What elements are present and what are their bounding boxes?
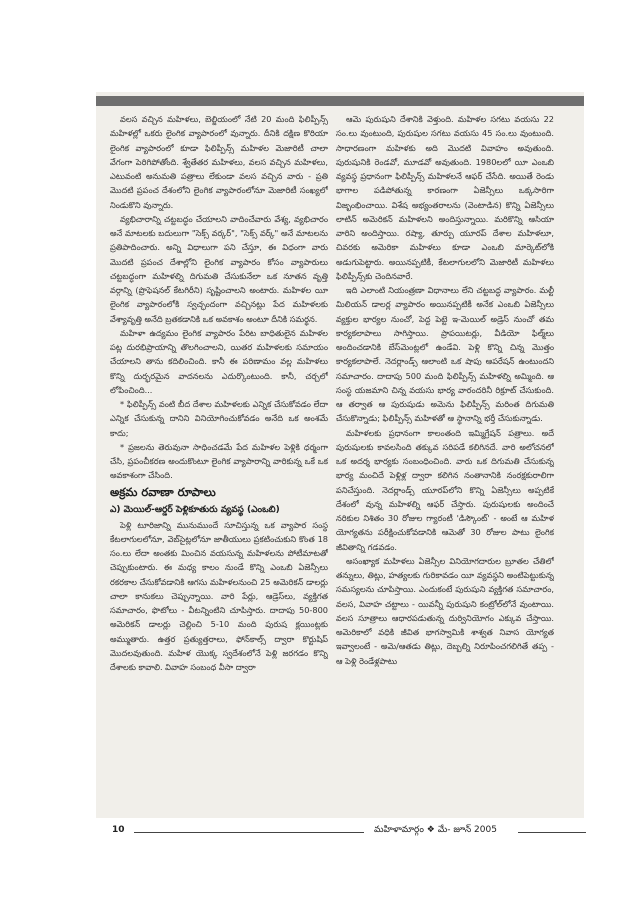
magazine-issue: మహిళామార్గం ❖ మే- జూన్ 2005 [374,825,497,835]
body-paragraph: వలస వచ్చిన మహిళలు, బెల్జియంలో నేటి 20 మంది ఫిలిప్పీన్స్ మహిళల్లో ఒకరు లైంగిక వ్యాపారంలో వున్నారు. దీనికి దక్షిణ కొరియా లైంగిక వ్యాపారంలో కూడా ఫిలిప్పీన్స్ మహిళల మెజారిటీ చాలా వేగంగా పెరిగిపోతోంది. శ్వేతేతర మహిళలు, వలస వచ్చిన మహిళలు, ఎటువంటి అనుమతి పత్రాలు లేకుండా వలస వచ్చిన వారు - ప్రతి మొదటి ప్రపంచ దేశంలోని లైంగిక వ్యాపారంలోనూ మెజారిటీ సంఖ్యలో నిండుకొని వున్నారు. [110,114,328,210]
body-paragraph: అసంఖ్యాక మహిళలు ఏజెన్సీల వినియోగదారుల బ్రూతల చేతిలో తన్నులు, తిట్లు, హత్యలకు గురికావడం యీ వ్యవస్థని అంటిపెట్టుకున్న సమస్యలను చూపిస్తాయి. ఎందుకంటే పురుషుని వ్యక్తిగత సమాచారం, వలస, వివాహ చట్టాలు - యివన్నీ పురుషుని కంట్రోల్‌లోనే వుంటాయి. వలస సూత్రాలు ఆధారపడుతున్న దుర్వినియోగం ఎక్కువ చేస్తాయి. అమెరికాలో వధికి జీవిత భాగస్వామికి శాశ్వత నివాస యోగ్యత ఇవ్వాలంటే - అమె/ఆతడు తిట్లు, దెబ్బల్ని నిరూపించగలిగితే తప్ప - ఆ పెళ్లి రెండేళ్లపాటు [336,555,554,666]
body-paragraph: మహిళా ఉద్యమం లైంగిక వ్యాపారం పేరిట బాధితులైన మహిళల పట్ల దురభిప్రాయాన్ని తొలగించాలని, యితర మహిళలకు సమాయం చేయాలని తాను కదిలించింది. కానీ ఈ పరిణామం వల్ల మహిళలు కొన్ని దుర్భరమైన వాదనలను ఎదుర్కొంటుంది. కానీ, చర్చలో లోపించింది... [110,327,328,395]
body-paragraph: మహిళలకు ప్రధానంగా కాలంతంది ఇమ్మిగ్రేషన్ పత్రాలు. అదే పురుషులకు కావలసింది తక్కువ సరిపడే కలిగినదే. వారి అలోచనలో ఒక అదర్శ భార్యకు సంబంధించింది. వారు ఒక దిగుమతి చేసుకున్న భార్య మంచిదే పెళ్లిళ్ల ద్వారా కలిగిన నంతానానికి నంరక్షకురాలిగా పనిచేస్తుంది. నెదర్లాండ్స్ యూరప్‌లోని కొన్ని ఏజెన్సీలు అప్పటికే దేశంలో వున్న మహిళల్ని ఆఫర్ చేస్తారు. పురుషులకు అందించే నరికుల నిశితం 30 రోజుల గ్యారంటీ 'డిస్కౌంట్' - అంటే ఆ మహిళ యోగ్యతను పరీక్షించుకోవడానికి ఆమెతో 30 రోజుల పాటు లైంగిక జీవితాన్ని గడవడం. [336,427,554,552]
body-paragraph: ఆమె పురుషుని దేశానికి వెళ్తుంది. మహిళల సగటు వయసు 22 సం.లు వుంటుంది, పురుషుల సగటు వయసు 45 సం.లు వుంటుంది. సాధారణంగా మహిళకు అది మొదటి వివాహం అవుతుంది. పురుషునికి రెండవో, మూడవో అవుతుంది. 1980లలో యీ ఎంఒబి వ్యవస్థ ప్రధానంగా ఫిలిప్పీన్స్ మహిళలనే ఆఫర్ చేసేది. అయితే రెండు భాగాల పడిపోతున్న కారణంగా ఏజెన్సీలు ఒక్కసారిగా విజృంభించాయి. విశేష అభ్యంతరాలను (వెంటాడిన) కొన్ని ఏజెన్సీలు లాటిన్ అమెరికన్ మహిళలని అందిస్తున్నాయి. మరికొన్ని ఆసియా వారిని అందిస్తాయి. రష్యా, తూర్పు యూరప్ దేశాల మహిళలూ, చివరకు అమెరికా మహిళలు కూడా ఎంఒబి మార్కెట్‌లోకి అడుగుపెట్టారు. అయినప్పటికీ, కేటలాగులలోని మెజారిటీ మహిళలు ఫిలిప్పీన్స్‌కు చెందినవారే. [336,114,554,281]
footer-rule-left [134,832,364,833]
sub-heading: ఎ) మెయిల్-ఆర్డర్ పెళ్లికూతురు వ్యవస్థ (ఎంఒబి) [110,504,280,515]
body-paragraph: వ్యభిచారాన్ని చట్టబద్ధం చేయాలని వాదించేవారు వేశ్య, వ్యభిచారం అనే మాటలకు బదులుగా "సెక్స్ వర్కర్", "సెక్స్ వర్క్" అనే మాటలను ప్రతిపాదించారు. అన్ని విధాలుగా పని చేస్తూ, ఈ విధంగా వారు మొదటి ప్రపంచ దేశాల్లోని లైంగిక వ్యాపారం కోసం వ్యాపారులు చట్టబద్ధంగా మహిళల్ని దిగుమతి చేసుకునేలా ఒక నూతన వృత్తి వర్గాన్ని (ప్రొఫెషనల్ కేటగిరీని) సృష్టించాలని అంటారు. మహిళల యీ లైంగిక వ్యాపారంలోకి స్వచ్ఛందంగా వచ్చినట్లు పేద మహిళలకు వేశ్యావృత్తి అనేది బ్రతకడానికి ఒక అవకాశం అంటూ దీనికి సమర్థన. [110,213,328,324]
page-number: 10 [112,825,125,835]
bullet-paragraph: * ఫిలిప్పీన్స్ వంటి బీద దేశాల మహిళలకు ఎన్నిక చేసుకోవడం లేదా ఎన్నిక చేసుకున్న దానిని వినియోగించుకోవడం అనేది ఒక అంశమే కాదు; [110,399,328,438]
bullet-paragraph: * ప్రజలను తెరువునా సాధించడమే పేద మహిళల పెళ్లికి ధర్మంగా చేసి, ప్రపంచీకరణ అందుకొంటూ లైంగిక వ్యాపారాన్ని వారికున్న ఒకే ఒక అవకాశంగా చేసింది. [110,441,328,481]
body-paragraph: పెళ్లి టూరిజాన్ని మునుముందే సూచిస్తున్న ఒక వ్యాపార సంస్థ కేటలాగులలోనూ, వెబ్‌సైట్లలోనూ జాతీయులు ప్రకటించుకుని కొంత 18 సం.లు లేదా అంతకు మించిన వయసున్న మహిళలను పోటీమాటతో చెప్పుకుంటారు. ఈ మధ్య కాలం నుండే కొన్ని ఎంఒబి ఏజెన్సీలు రకరకాల చేసుకోవడానికి ఆగసు మహిళలనుంచి 25 అమెరికన్ డాలర్లు చాలా కానుకలు చెప్పున్నాయి. వారి పేర్లు, ఆడ్రెస్‌లు, వ్యక్తిగత సమాచారం, ఫొటోలు - వీటన్నింటిని చూపిస్తారు. దాదాపు 50-800 అమెరికన్ డాలర్లు చెల్లించి 5-10 మంది పురుష క్లయింట్లకు అమ్ముతారు. ఉత్తర ప్రత్యుత్తరాలు, ఫోన్‌కాల్స్ ద్వారా కొర్టుషిప్ మొదలవుతుంది. మహిళ యొక్క స్వదేశంలోనే పెళ్లి జరగడం కొన్ని దేశాలకు కావాలి. వివాహ సంబంధ వీసా ద్వారా [110,519,328,672]
left-column [110,112,328,847]
page-footer [112,825,586,839]
body-paragraph: ఇది ఎలాంటి నియంత్రణా విధానాలు లేని చట్టబద్ధ వ్యాపారం. మల్టీ మిలియన్ డాలర్ల వ్యాపారం అయినప్పటికీ అనేక ఎంఒబి ఏజెన్సీలు వ్యక్తుల భార్యల నుంచో, పెద్ద పెట్టె ఇ-మెయిల్ అడ్రెస్ నుంచో తమ కార్యకలాపాలు సాగిస్తాయి. ప్రాపయిటర్లు, వీడియో ఫిల్మ్‌లు అందించడానికి బేస్‌మెంట్లలో ఉండేవి. పెళ్లి కొన్ని చిన్న మొత్తం కార్యకలాపాలే. నెదర్లాండ్స్ ఆలాంటి ఒక షాపు ఆపరేషన్ ఉంటుందని సమాచారం. దాదాపు 500 మంది ఫిలిప్పీన్స్ మహిళల్ని అమ్మింది. ఆ సంస్థ యజమాని చిన్న వయసు భార్య వారందరినీ రిక్రూట్ చేసుకుంది. ఆ తర్వాత ఆ పురుషుడు అమెను ఫిలిప్పీన్స్ మరింత దిగుమతి చేసుకొన్నాడు; ఫిలిప్పీన్స్ మహిళతో ఆ స్థానాన్ని భర్తీ చేసుకున్నాడు. [336,285,554,424]
header-rule [96,96,584,106]
right-column [336,112,554,824]
section-heading: అక్రమ రవాణా రూపాలు [110,484,216,499]
footer-rule-right [518,832,586,833]
